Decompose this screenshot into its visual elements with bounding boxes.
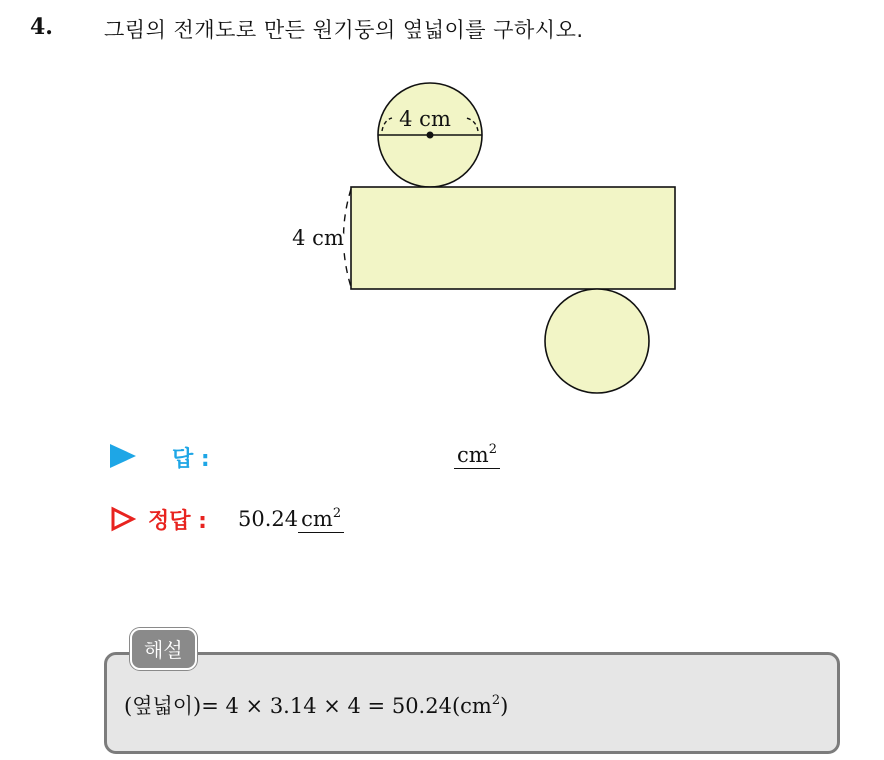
answer-unit-exponent: 2 xyxy=(488,442,497,457)
play-triangle-icon xyxy=(110,444,136,468)
center-dot xyxy=(427,132,434,139)
height-brace xyxy=(344,189,352,287)
correct-answer-row xyxy=(110,502,530,542)
correct-unit-exponent: 2 xyxy=(332,506,342,521)
correct-answer-number: 50.24 xyxy=(238,507,299,531)
outline-triangle-icon xyxy=(110,506,136,532)
solution-expression xyxy=(124,690,508,720)
correct-answer-label: 정답 : xyxy=(148,509,207,534)
question-number: 4. xyxy=(30,14,53,40)
solution-expression-exponent: 2 xyxy=(491,693,501,708)
correct-unit-text: cm xyxy=(301,507,333,531)
correct-answer-value xyxy=(238,506,344,531)
solution-expression-main: (옆넓이)= 4 × 3.14 × 4 = 50.24(cm xyxy=(124,694,492,718)
bottom-base-circle xyxy=(545,289,649,393)
answer-label: 답 : xyxy=(172,447,210,472)
answer-row xyxy=(110,440,530,480)
diameter-label: 4 cm xyxy=(399,107,451,131)
lateral-rectangle xyxy=(351,187,675,289)
solution-tab: 해설 xyxy=(130,628,197,670)
solution-expression-suffix: ) xyxy=(500,694,509,718)
question-text: 그림의 전개도로 만든 원기둥의 옆넓이를 구하시오. xyxy=(104,18,584,42)
answer-unit-text: cm xyxy=(457,443,489,467)
answer-blank[interactable] xyxy=(454,442,500,469)
correct-answer-unit xyxy=(298,507,344,533)
height-label: 4 cm xyxy=(292,226,344,250)
